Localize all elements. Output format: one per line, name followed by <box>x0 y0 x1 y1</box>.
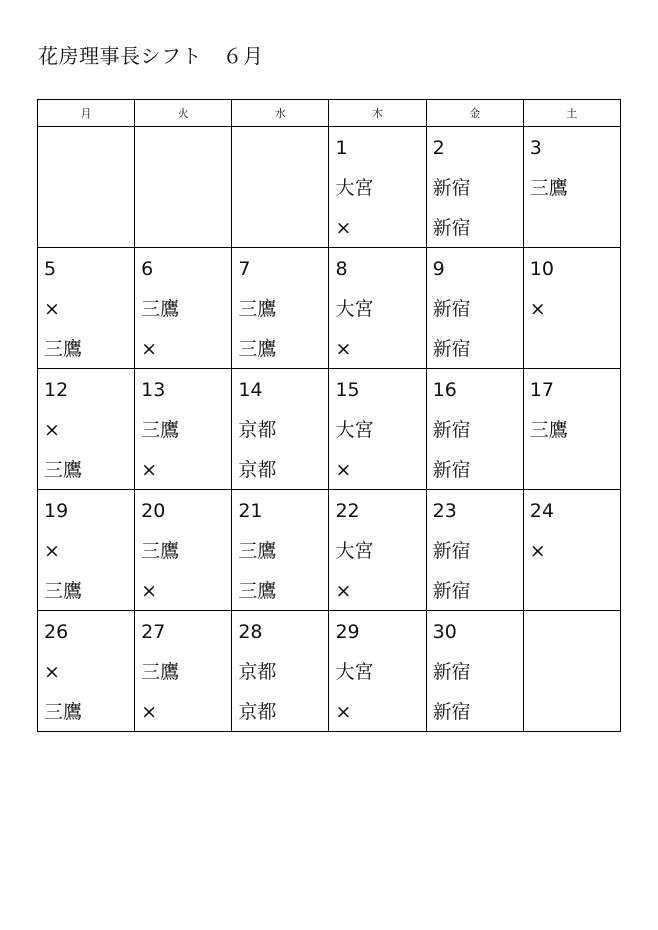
shift-first: 三鷹 <box>529 177 568 199</box>
day-number: 20 <box>141 500 166 522</box>
calendar-week-row <box>38 369 621 490</box>
weekday-tue: 火 <box>135 100 232 127</box>
day-cell <box>329 369 426 490</box>
day-number: 24 <box>529 500 554 522</box>
day-number: 22 <box>335 500 360 522</box>
day-cell-content <box>427 248 523 368</box>
day-cell <box>523 369 620 490</box>
day-cell-content <box>135 248 231 368</box>
calendar-week-row <box>38 490 621 611</box>
day-cell-content <box>329 490 425 610</box>
day-cell-content <box>427 369 523 489</box>
shift-first: × <box>529 540 546 562</box>
day-cell-content <box>38 490 134 610</box>
shift-second: 三鷹 <box>44 459 83 481</box>
weekday-mon: 月 <box>38 100 135 127</box>
shift-first: × <box>44 298 60 320</box>
day-number: 14 <box>238 379 263 401</box>
shift-first: 新宿 <box>432 177 471 199</box>
day-cell-content <box>524 490 620 610</box>
day-number: 29 <box>335 621 360 643</box>
day-number: 28 <box>238 621 263 643</box>
shift-first: 三鷹 <box>141 540 180 562</box>
day-cell <box>232 611 329 732</box>
shift-first: 三鷹 <box>141 419 180 441</box>
day-cell-content <box>232 248 328 368</box>
shift-first: 大宮 <box>335 661 374 683</box>
shift-first: 京都 <box>238 419 277 441</box>
day-cell <box>329 248 426 369</box>
calendar-week-row <box>38 611 621 732</box>
day-cell-content <box>524 127 620 247</box>
day-cell <box>38 369 135 490</box>
day-cell-content <box>232 490 328 610</box>
day-number: 30 <box>432 621 457 643</box>
day-cell-content <box>329 611 425 731</box>
shift-second: 新宿 <box>432 338 471 360</box>
shift-second: × <box>335 217 352 239</box>
shift-first: × <box>44 419 60 441</box>
shift-second: 新宿 <box>432 217 471 239</box>
shift-calendar <box>37 99 621 732</box>
shift-second: 京都 <box>238 701 277 723</box>
shift-second: × <box>335 580 352 602</box>
weekday-fri: 金 <box>426 100 523 127</box>
day-number: 9 <box>432 258 445 280</box>
day-cell <box>232 248 329 369</box>
shift-second: × <box>335 459 352 481</box>
weekday-thu: 木 <box>329 100 426 127</box>
day-cell-content <box>135 490 231 610</box>
day-cell <box>523 490 620 611</box>
day-cell-content <box>427 127 523 247</box>
day-cell-content <box>135 127 231 247</box>
day-cell-content <box>232 127 328 247</box>
calendar-week-row <box>38 248 621 369</box>
day-cell-content <box>427 490 523 610</box>
day-number: 26 <box>44 621 69 643</box>
shift-second: 三鷹 <box>44 701 83 723</box>
day-number: 21 <box>238 500 263 522</box>
shift-first: 三鷹 <box>141 298 180 320</box>
day-cell <box>232 127 329 248</box>
day-cell <box>329 127 426 248</box>
shift-first: 三鷹 <box>238 540 277 562</box>
shift-second: × <box>335 701 352 723</box>
shift-first: 大宮 <box>335 540 374 562</box>
day-cell <box>232 369 329 490</box>
shift-first: 大宮 <box>335 177 374 199</box>
shift-second: × <box>141 580 158 602</box>
shift-second: 新宿 <box>432 701 471 723</box>
shift-first: 大宮 <box>335 298 374 320</box>
day-cell-content <box>232 611 328 731</box>
day-number: 16 <box>432 379 457 401</box>
shift-first: 新宿 <box>432 419 471 441</box>
day-cell <box>38 490 135 611</box>
day-number: 17 <box>529 379 554 401</box>
day-cell-content <box>38 611 134 731</box>
shift-first: 三鷹 <box>141 661 180 683</box>
day-cell <box>426 127 523 248</box>
day-cell-content <box>524 611 620 731</box>
day-cell <box>135 127 232 248</box>
weekday-sat: 土 <box>523 100 620 127</box>
day-cell <box>135 369 232 490</box>
day-number: 1 <box>335 137 348 159</box>
day-number: 8 <box>335 258 348 280</box>
day-cell <box>232 490 329 611</box>
day-cell <box>523 248 620 369</box>
weekday-wed: 水 <box>232 100 329 127</box>
day-cell <box>135 490 232 611</box>
day-cell <box>523 127 620 248</box>
shift-first: 大宮 <box>335 419 374 441</box>
calendar-week-row <box>38 127 621 248</box>
day-cell <box>135 248 232 369</box>
day-cell-content <box>135 611 231 731</box>
shift-second: × <box>141 338 158 360</box>
shift-second: 三鷹 <box>44 580 83 602</box>
day-number: 3 <box>529 137 542 159</box>
day-cell-content <box>329 369 425 489</box>
day-number: 23 <box>432 500 457 522</box>
shift-second: 新宿 <box>432 580 471 602</box>
day-cell-content <box>329 248 425 368</box>
day-cell <box>329 490 426 611</box>
shift-first: 三鷹 <box>529 419 568 441</box>
shift-second: 新宿 <box>432 459 471 481</box>
day-number: 5 <box>44 258 57 280</box>
day-cell-content <box>38 248 134 368</box>
day-cell <box>38 248 135 369</box>
day-cell-content <box>329 127 425 247</box>
day-number: 6 <box>141 258 154 280</box>
day-number: 15 <box>335 379 360 401</box>
day-cell <box>38 127 135 248</box>
shift-first: × <box>529 298 546 320</box>
shift-first: 新宿 <box>432 661 471 683</box>
page-title: 花房理事長シフト ６月 <box>38 44 264 68</box>
weekday-header-row <box>38 100 621 127</box>
day-cell-content <box>524 248 620 368</box>
day-cell <box>426 490 523 611</box>
day-number: 13 <box>141 379 166 401</box>
day-number: 19 <box>44 500 69 522</box>
shift-first: 京都 <box>238 661 277 683</box>
day-cell-content <box>38 369 134 489</box>
day-number: 27 <box>141 621 166 643</box>
day-cell <box>426 611 523 732</box>
day-cell <box>38 611 135 732</box>
day-cell-content <box>524 369 620 489</box>
shift-second: 三鷹 <box>238 580 277 602</box>
day-cell-content <box>232 369 328 489</box>
shift-first: × <box>44 540 60 562</box>
day-cell-content <box>38 127 134 247</box>
shift-second: 三鷹 <box>44 338 83 360</box>
day-cell <box>135 611 232 732</box>
day-cell-content <box>135 369 231 489</box>
shift-second: 京都 <box>238 459 277 481</box>
day-cell <box>329 611 426 732</box>
day-cell <box>426 369 523 490</box>
shift-first: 新宿 <box>432 540 471 562</box>
day-number: 2 <box>432 137 445 159</box>
shift-first: 新宿 <box>432 298 471 320</box>
calendar-body <box>38 127 621 732</box>
day-cell-content <box>427 611 523 731</box>
day-cell <box>426 248 523 369</box>
day-number: 12 <box>44 379 69 401</box>
day-cell <box>523 611 620 732</box>
shift-second: × <box>335 338 352 360</box>
shift-first: 三鷹 <box>238 298 277 320</box>
shift-second: × <box>141 701 158 723</box>
shift-first: × <box>44 661 60 683</box>
day-number: 7 <box>238 258 251 280</box>
shift-second: 三鷹 <box>238 338 277 360</box>
day-number: 10 <box>529 258 554 280</box>
shift-second: × <box>141 459 158 481</box>
